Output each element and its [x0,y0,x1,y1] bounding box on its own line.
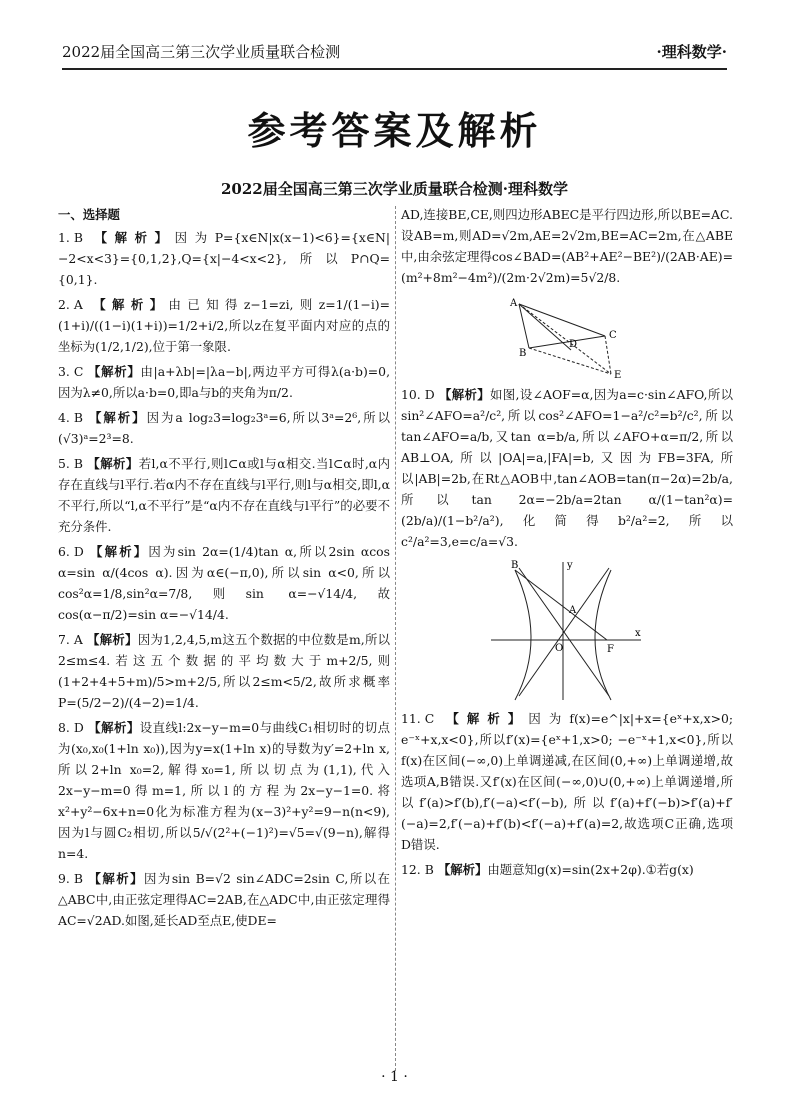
right-items-2 [401,708,733,880]
question-item [58,227,390,290]
answer-letter: D [73,544,84,559]
analysis-text: 因为1,2,4,5,m这五个数据的中位数是m,所以2≤m≤4.若这五个数据的平均数大于m+2/5,则(1+2+4+5+m)/5>m+2/5,所以2≤m<5/2,故所求概率P=(5/2−2)/(4−2)=1/4. [58,632,391,710]
label-y: y [567,560,573,571]
q9-continuation: AD,连接BE,CE,则四边形ABEC是平行四边形,所以BE=AC.设AB=m,则AD=√2m,AE=2√2m,BE=AC=2m,在△ABE中,由余弦定理得cos∠BAD=(AB²+AE²−BE²)/(2AB·AE)=(m²+8m²−4m²)/(2m·2√2m)=5√2/8. [401,207,733,285]
question-number: 8. [58,720,70,735]
analysis-text: 因为f(x)=e^|x|+x={eˣ+x,x>0; e⁻ˣ+x,x<0},所以f′(x)={eˣ+1,x>0; −e⁻ˣ+1,x<0},所以f(x)在区间(−∞,0)上单调递减,在区间(0,+∞)上单调递增,故选项A,B错误.又f′(x)在区间(−∞,0)∪(0,+∞)上单调递增,所以f′(a)>f′(b),f′(−a)<f′(−b),所以f′(a)+f′(−b)>f′(a)+f′(−a)=2,f′(−a)+f′(b)<f′(−a)+f′(a)=2,故选项C正确,选项D错误. [401,711,734,852]
question-item [401,384,733,552]
analysis-text: 由已知得z−1=zi,则z=1/(1−i)=(1+i)/((1−i)(1+i))=1/2+i/2,所以z在复平面内对应的点的坐标为(1/2,1/2),位于第一象限. [58,297,390,354]
label-C: C [609,330,617,341]
left-items [58,227,390,931]
answer-letter: D [424,387,435,402]
question-number: 1. [58,230,70,245]
question-number: 5. [58,456,70,471]
question-item [58,453,390,537]
analysis-tag: 【解析】 [87,720,140,735]
question-item [58,868,390,931]
analysis-text: 如图,设∠AOF=α,因为a=c·sin∠AFO,所以sin²∠AFO=a²/c²,所以cos²∠AFO=1−a²/c²=b²/c²,所以tan∠AFO=a/b,又tan α=b/a,所以∠AFO+α=π/2,所以AB⊥OA,所以|OA|=a,|FA|=b,又因为FB=3FA,所以|AB|=2b,在Rt△AOB中,tan∠AOB=tan(π−2α)=2b/a,所以tan 2α=−2b/a=2tan α/(1−tan²α)=(2b/a)/(1−b²/a²),化简得b²/a²=2,所以c²/a²=3,e=c/a=√3. [401,387,734,549]
analysis-tag: 【解析】 [87,364,141,379]
analysis-tag: 【解析】 [438,711,529,726]
analysis-text: 因为sin B=√2 sin∠ADC=2sin C,所以在△ABC中,由正弦定理得AC=2AB,在△ADC中,由正弦定理得AC=√2AD.如图,延长AD至点E,使DE= [58,871,390,928]
analysis-tag: 【解析】 [86,297,169,312]
answer-letter: D [73,720,84,735]
header-subject: ·理科数学· [656,43,727,61]
analysis-tag: 【解析】 [86,456,139,471]
analysis-text: 由|a+λb|=|λa−b|,两边平方可得λ(a·b)=0,因为λ≠0,所以a·b=0,即a与b的夹角为π/2. [58,364,391,400]
label-E: E [614,370,622,380]
analysis-text: 因为P={x∈N|x(x−1)<6}={x∈N|−2<x<3}={0,1,2},Q={x|−4<x<2},所以P∩Q={0,1}. [58,230,390,287]
geometry-figure-q9 [507,292,627,380]
analysis-tag: 【解析】 [437,862,488,877]
right-column [401,204,733,884]
label-F: F [607,644,614,655]
label-B: B [519,348,527,359]
question-number: 9. [58,871,70,886]
answer-letter: B [424,862,434,877]
answer-letter: C [424,711,435,726]
analysis-tag: 【解析】 [86,871,145,886]
question-number: 3. [58,364,70,379]
answer-letter: B [73,230,83,245]
section-heading: 一、选择题 [58,207,120,222]
header-exam-name: 2022届全国高三第三次学业质量联合检测 [62,43,341,61]
label-B2: B [511,560,519,571]
question-number: 7. [58,632,70,647]
question-number: 11. [401,711,421,726]
analysis-tag: 【解析】 [87,544,149,559]
question-number: 12. [401,862,421,877]
analysis-tag: 【解析】 [86,230,175,245]
question-number: 2. [58,297,70,312]
column-divider [395,206,397,1071]
left-column [58,204,390,935]
label-D: D [569,339,578,350]
question-item [58,294,390,357]
hyperbola-figure-q10 [487,556,647,704]
question-item [58,629,390,713]
label-A2: A [569,605,577,616]
label-O: O [555,643,564,654]
question-number: 4. [58,410,70,425]
question-item [58,717,390,864]
analysis-tag: 【解析】 [86,632,138,647]
page-number: · 1 · [381,1069,408,1085]
page-title: 参考答案及解析 [247,109,542,153]
question-item [401,708,733,855]
label-x: x [635,628,641,639]
question-item [401,859,733,880]
page-subtitle: 2022届全国高三第三次学业质量联合检测·理科数学 [221,180,568,198]
analysis-text: 设直线l:2x−y−m=0与曲线C₁相切时的切点为(x₀,x₀(1+ln x₀)),因为y=x(1+ln x)的导数为y′=2+ln x,所以2+ln x₀=2,解得x₀=1,所以切点为(1,1),代入2x−y−m=0得m=1,所以l的方程为2x−y−1=0.将x²+y²−6x+n=0化为标准方程为(x−3)²+y²=9−n(n<9),因为l与圆C₂相切,所以5/√(2²+(−1)²)=√5=√(9−n),解得n=4. [58,720,390,861]
answer-letter: B [73,456,83,471]
analysis-text: 因为a log₂3=log₂3ᵃ=6,所以3ᵃ=2⁶,所以(√3)ᵃ=2³=8. [58,410,391,446]
question-item [58,407,390,449]
question-number: 10. [401,387,421,402]
right-items [401,384,733,552]
analysis-tag: 【解析】 [86,410,147,425]
answer-letter: B [73,410,83,425]
analysis-text: 由题意知g(x)=sin(2x+2φ).①若g(x) [487,862,694,877]
answer-letter: A [73,632,83,647]
question-item [58,361,390,403]
question-item [58,541,390,625]
analysis-text: 因为sin 2α=(1/4)tan α,所以2sin αcos α=sin α/(4cos α).因为α∈(−π,0),所以sin α<0,所以cos²α=1/8,sin²α=7/8,则sin α=−√14/4,故cos(α−π/2)=sin α=−√14/4. [58,544,391,622]
analysis-text: 若l,α不平行,则l⊂α或l与α相交.当l⊂α时,α内存在直线与l平行.若α内不存在直线与l平行,则l与α相交,即l,α不平行,所以“l,α不平行”是“α内不存在直线与l平行”的必要不充分条件. [58,456,390,534]
page-header [62,40,727,70]
answer-letter: C [73,364,84,379]
analysis-tag: 【解析】 [438,387,491,402]
answer-letter: A [73,297,83,312]
question-number: 6. [58,544,70,559]
answer-letter: B [73,871,83,886]
label-A: A [510,298,518,309]
